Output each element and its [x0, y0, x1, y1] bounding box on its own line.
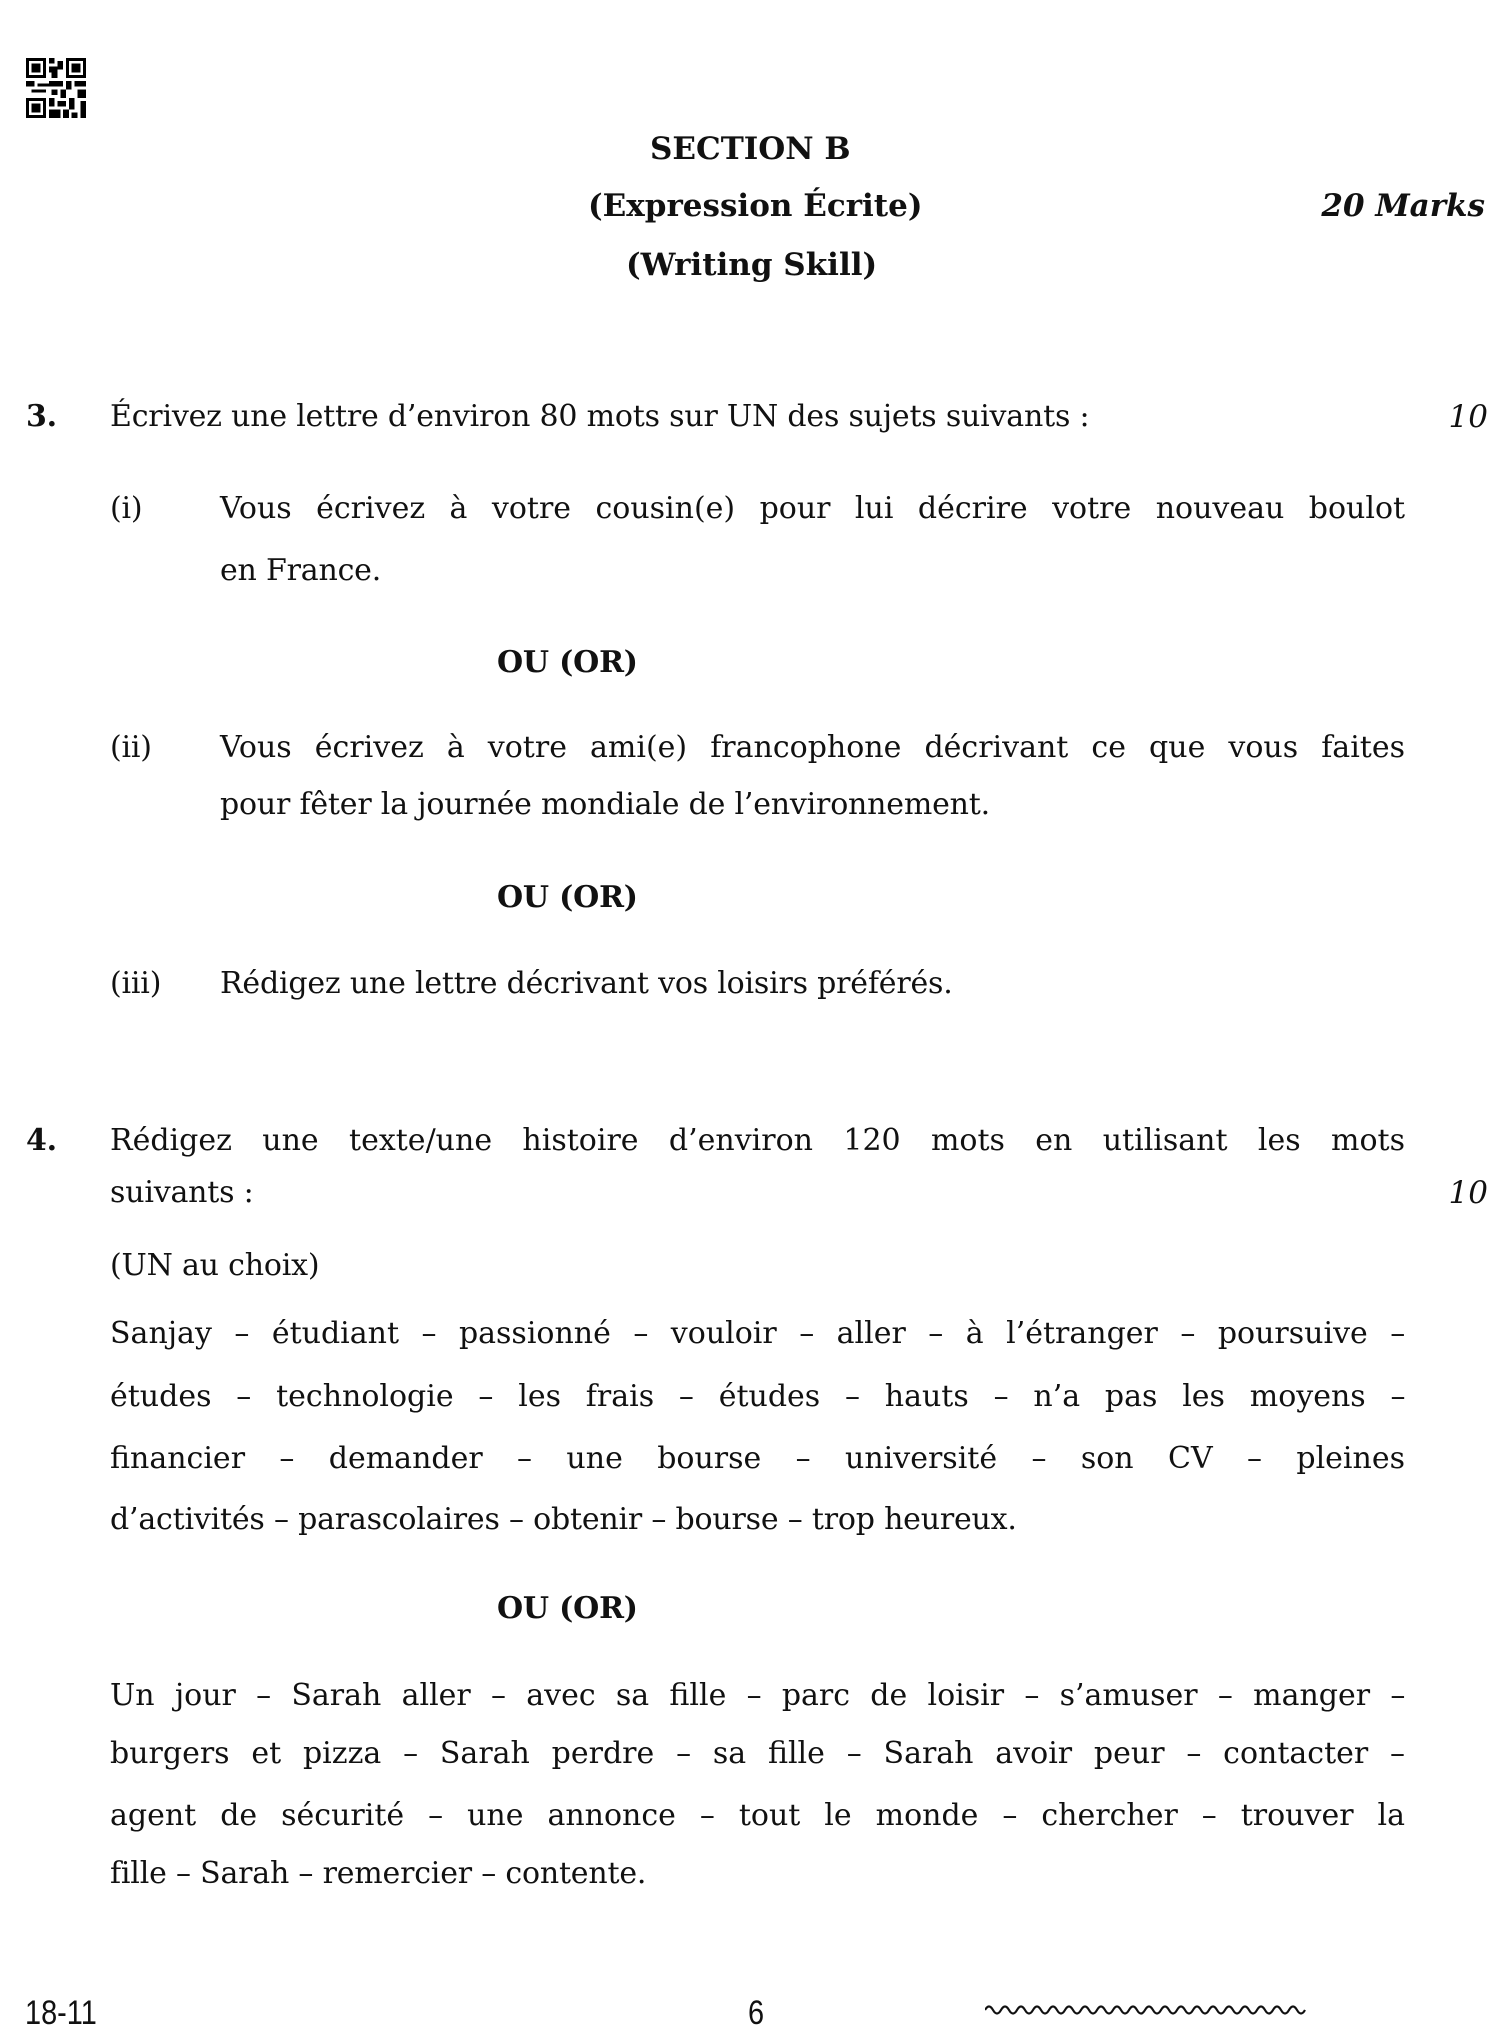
option-a-line-1: Sanjay – étudiant – passionné – vouloir – aller – à l’étranger – poursuive – — [110, 1316, 1406, 1351]
page-number: 6 — [748, 1994, 765, 2032]
question-4-instruction: (UN au choix) — [110, 1248, 320, 1283]
option-a-line-2: études – technologie – les frais – études – hauts – n’a pas les moyens – — [110, 1379, 1406, 1414]
option-b-line-2: burgers et pizza – Sarah perdre – sa fille – Sarah avoir peur – contacter – — [110, 1736, 1406, 1771]
question-3-number: 3. — [26, 399, 57, 434]
option-b-line-1: Un jour – Sarah aller – avec sa fille – parc de loisir – s’amuser – manger – — [110, 1678, 1406, 1713]
section-marks: 20 Marks — [1321, 188, 1485, 224]
section-subtitle-french: (Expression Écrite) — [588, 188, 923, 224]
or-separator-3: OU (OR) — [497, 1591, 638, 1626]
wavy-line-decoration — [985, 2003, 1311, 2017]
option-i-line-1: Vous écrivez à votre cousin(e) pour lui décrire votre nouveau boulot — [220, 491, 1406, 526]
or-separator-2: OU (OR) — [497, 880, 638, 915]
qr-code-icon — [25, 58, 87, 118]
option-iii-label: (iii) — [110, 966, 162, 1001]
option-ii-label: (ii) — [110, 730, 152, 765]
option-i-label: (i) — [110, 491, 143, 526]
or-separator-1: OU (OR) — [497, 645, 638, 680]
question-4-marks: 10 — [1448, 1175, 1488, 1211]
section-subtitle-english: (Writing Skill) — [626, 247, 878, 283]
question-4-number: 4. — [26, 1123, 57, 1158]
option-b-line-4: fille – Sarah – remercier – contente. — [110, 1856, 647, 1891]
option-a-line-4: d’activités – parascolaires – obtenir – bourse – trop heureux. — [110, 1502, 1017, 1537]
question-3-marks: 10 — [1448, 399, 1488, 435]
option-ii-line-1: Vous écrivez à votre ami(e) francophone décrivant ce que vous faites — [220, 730, 1405, 765]
option-iii-line-1: Rédigez une lettre décrivant vos loisirs préférés. — [220, 966, 953, 1001]
option-ii-line-2: pour fêter la journée mondiale de l’environnement. — [220, 787, 990, 822]
option-b-line-3: agent de sécurité – une annonce – tout le monde – chercher – trouver la — [110, 1798, 1405, 1833]
question-4-prompt-line-1: Rédigez une texte/une histoire d’environ 120 mots en utilisant les mots — [110, 1123, 1405, 1158]
question-3-prompt: Écrivez une lettre d’environ 80 mots sur UN des sujets suivants : — [110, 399, 1090, 434]
paper-code: 18-11 — [25, 1994, 97, 2032]
section-title: SECTION B — [650, 131, 851, 167]
option-i-line-2: en France. — [220, 553, 382, 588]
question-4-prompt-line-2: suivants : — [110, 1175, 254, 1210]
option-a-line-3: financier – demander – une bourse – université – son CV – pleines — [110, 1441, 1405, 1476]
